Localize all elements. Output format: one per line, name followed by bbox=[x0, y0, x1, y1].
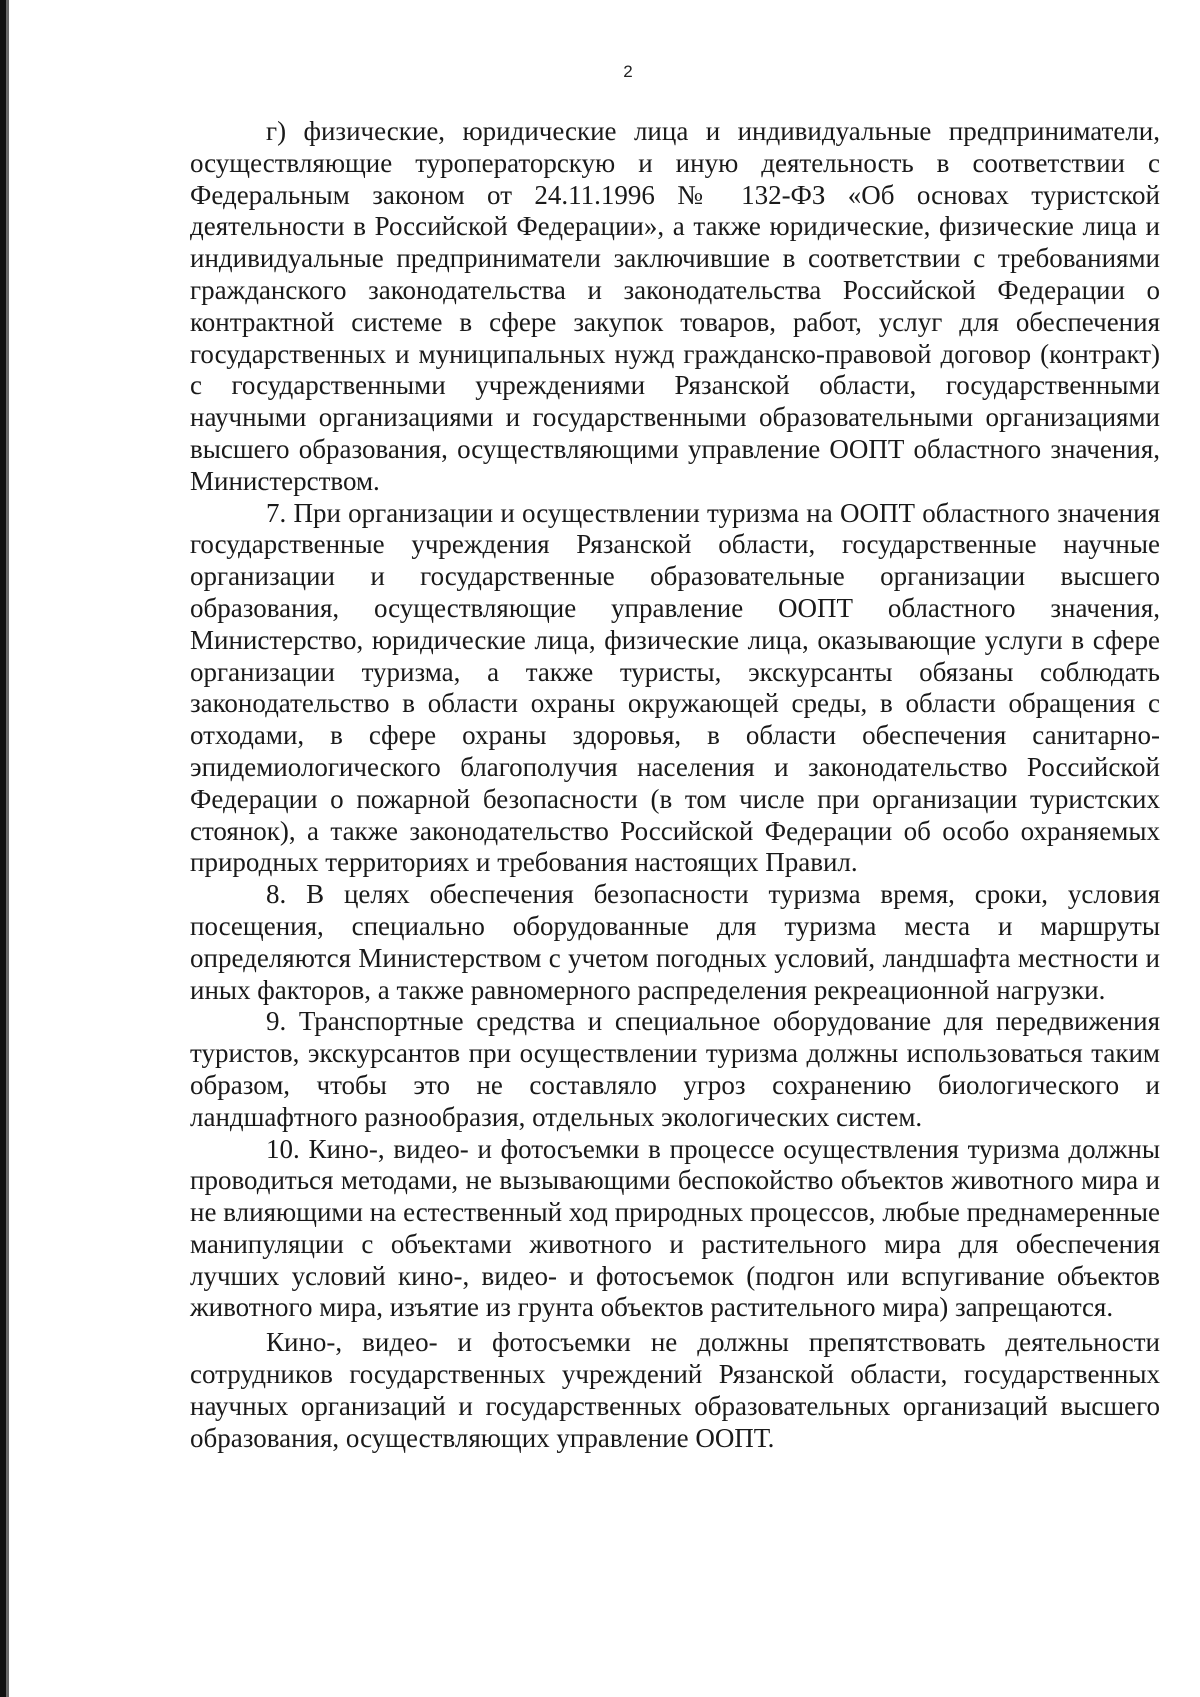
paragraph-7: 7. При организации и осуществлении туризма на ООПТ областного значения государственные учреждения Рязанской области, государственные научные организации и государственные образовательные организации высшего образования, осуществляющие управление ООПТ областного значения, Министерство, юридические лица, физические лица, оказывающие услуги в сфере организации туризма, а также туристы, экскурсанты обязаны соблюдать законодательство в области охраны окружающей среды, в области обращения с отходами, в сфере охраны здоровья, в области обеспечения санитарно-эпидемиологического благополучия населения и законодательство Российской Федерации о пожарной безопасности (в том числе при организации туристских стоянок), а также законодательство Российской Федерации об особо охраняемых природных территориях и требования настоящих Правил. bbox=[190, 497, 1160, 878]
paragraph-item-g: г) физические, юридические лица и индивидуальные предприниматели, осуществляющие туроператорскую и иную деятельность в соответствии с Федеральным законом от 24.11.1996 № 132-ФЗ «Об основах туристской деятельности в Российской Федерации», а также юридические, физические лица и индивидуальные предприниматели заключившие в соответствии с требованиями гражданского законодательства и законодательства Российской Федерации о контрактной системе в сфере закупок товаров, работ, услуг для обеспечения государственных и муниципальных нужд гражданско-правовой договор (контракт) с государственными учреждениями Рязанской области, государственными научными организациями и государственными образовательными организациями высшего образования, осуществляющими управление ООПТ областного значения, Министерством. bbox=[190, 116, 1160, 496]
paragraph-10: 10. Кино-, видео- и фотосъемки в процессе осуществления туризма должны проводиться методами, не вызывающими беспокойство объектов животного мира и не влияющими на естественный ход природных процессов, любые преднамеренные манипуляции с объектами животного и растительного мира для обеспечения лучших условий кино-, видео- и фотосъемок (подгон или вспугивание объектов животного мира, изъятие из грунта объектов растительного мира) запрещаются. bbox=[190, 1133, 1160, 1323]
scan-border-shadow bbox=[6, 0, 9, 1697]
paragraph-10-continuation: Кино-, видео- и фотосъемки не должны препятствовать деятельности сотрудников государственных учреждений Рязанской области, государственных научных организаций и государственных образовательных организаций высшего образования, осуществляющих управление ООПТ. bbox=[190, 1327, 1160, 1453]
document-body bbox=[190, 116, 1160, 1454]
paragraph-9: 9. Транспортные средства и специальное оборудование для передвижения туристов, экскурсантов при осуществлении туризма должны использоваться таким образом, чтобы это не составляло угроз сохранению биологического и ландшафтного разнообразия, отдельных экологических систем. bbox=[190, 1006, 1160, 1132]
paragraph-8: 8. В целях обеспечения безопасности туризма время, сроки, условия посещения, специально оборудованные для туризма места и маршруты определяются Министерством с учетом погодных условий, ландшафта местности и иных факторов, а также равномерного распределения рекреационной нагрузки. bbox=[190, 879, 1160, 1005]
page-number: 2 bbox=[623, 62, 633, 81]
